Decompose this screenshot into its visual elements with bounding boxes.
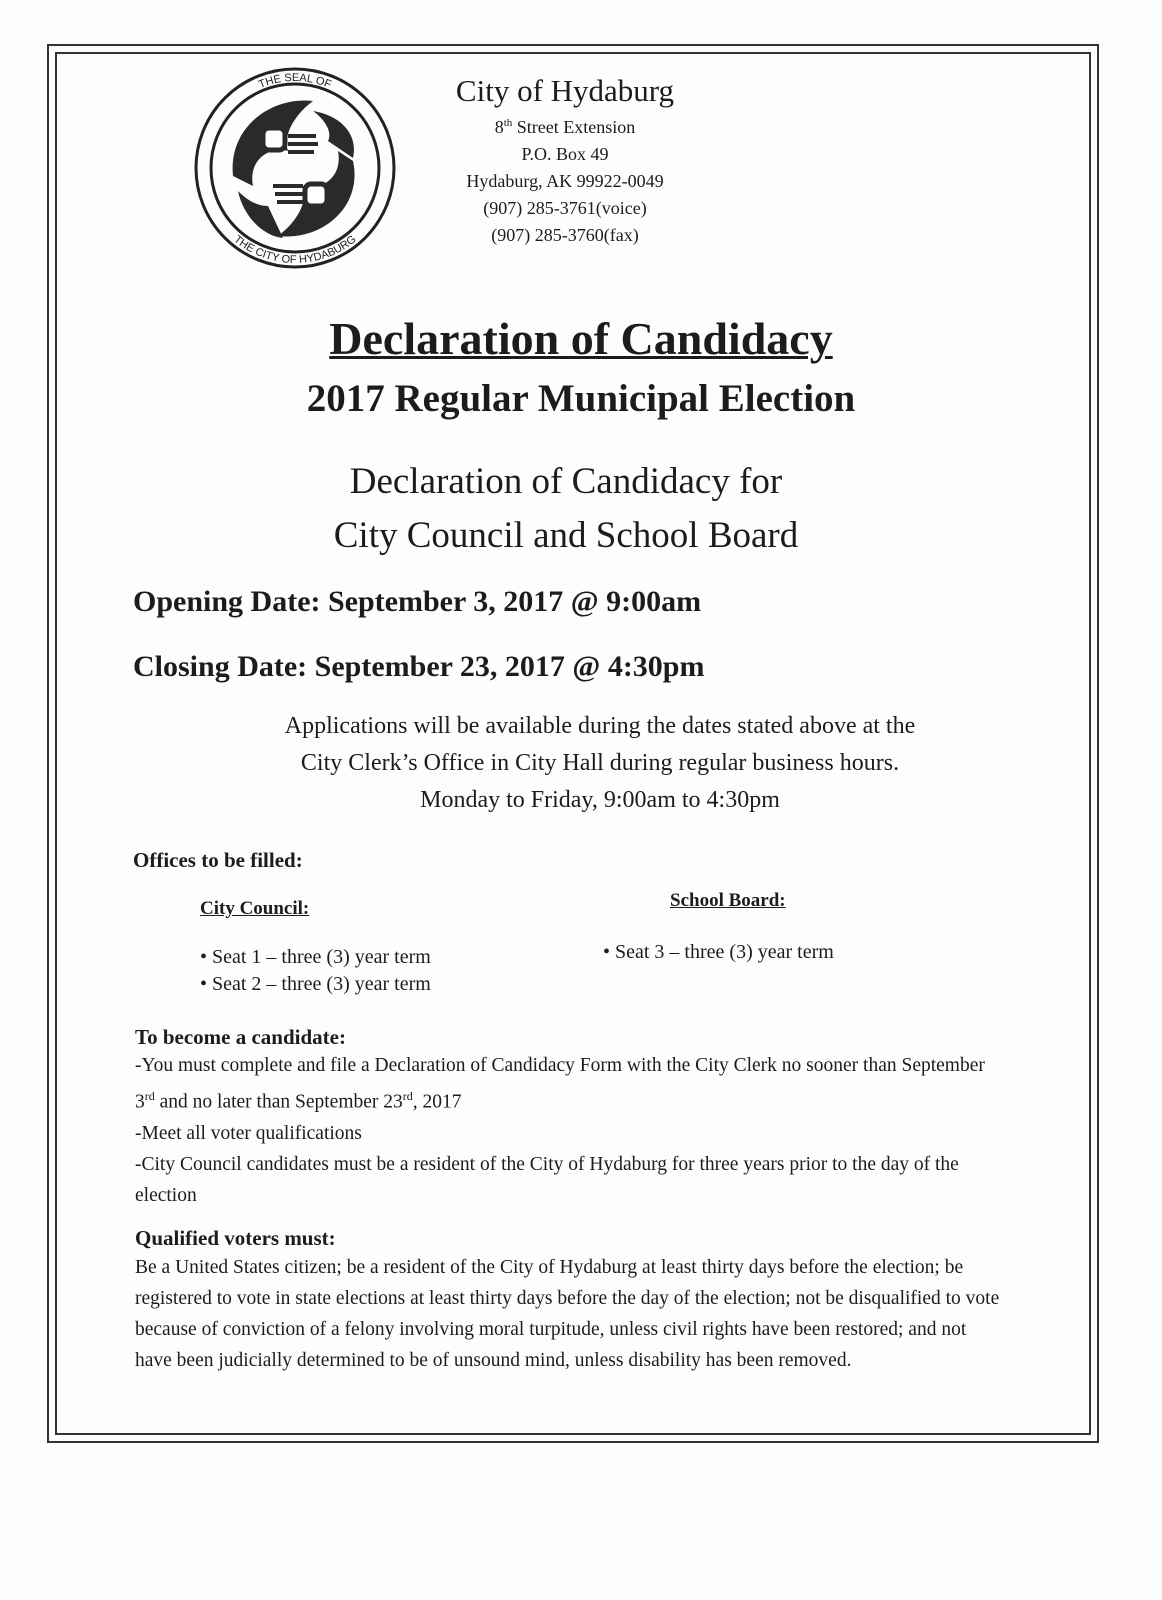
applications-line: Applications will be available during the dates stated above at the bbox=[284, 713, 916, 739]
candidate-requirements bbox=[135, 1050, 1005, 1211]
city-header bbox=[420, 72, 710, 249]
applications-line: City Clerk’s Office in City Hall during regular business hours. bbox=[300, 750, 900, 776]
po-box: P.O. Box 49 bbox=[521, 144, 609, 164]
voters-heading: Qualified voters must: bbox=[135, 1226, 336, 1250]
opening-date: Opening Date: September 3, 2017 @ 9:00am bbox=[133, 585, 702, 618]
declaration-line-1: Declaration of Candidacy for bbox=[349, 461, 783, 502]
req-text: -You must complete and file a Declaration of Candidacy Form with the City Clerk no sooner than September 3 bbox=[135, 1055, 985, 1113]
street-suffix: th bbox=[503, 117, 513, 129]
school-board-seats bbox=[603, 939, 834, 966]
seat-item: • Seat 2 – three (3) year term bbox=[200, 973, 431, 995]
street-name: Street Extension bbox=[512, 117, 636, 137]
street-number: 8 bbox=[494, 117, 504, 137]
document-title bbox=[0, 312, 1162, 365]
city-state-zip: Hydaburg, AK 99922-0049 bbox=[466, 171, 664, 191]
applications-info bbox=[200, 708, 1000, 819]
declaration-line-2: City Council and School Board bbox=[333, 515, 799, 556]
street-address bbox=[420, 110, 710, 141]
seal-artwork bbox=[233, 100, 355, 238]
seat-item: • Seat 3 – three (3) year term bbox=[603, 941, 834, 963]
seal-top-text: THE SEAL OF bbox=[257, 71, 333, 91]
req-text: , 2017 bbox=[412, 1091, 462, 1113]
voters-text: Be a United States citizen; be a resident of the City of Hydaburg at least thirty days before the election; be registered to vote in state elections at least thirty days before the day of the election; not be disqualified to vote because of conviction of a felony involving moral turpitude, unless civil rights have been restored; and not have been judicially determined to be of unsound mind, unless disability has been removed. bbox=[135, 1257, 1000, 1371]
seat-item: • Seat 1 – three (3) year term bbox=[200, 946, 431, 968]
candidate-req-1 bbox=[135, 1050, 1005, 1118]
city-seal-logo bbox=[193, 66, 397, 270]
applications-line: Monday to Friday, 9:00am to 4:30pm bbox=[420, 787, 780, 813]
svg-text:THE SEAL OF bbox=[257, 72, 333, 91]
seal-bottom-text: THE CITY OF HYDABURG bbox=[231, 233, 359, 267]
candidate-heading: To become a candidate: bbox=[135, 1025, 346, 1049]
closing-date: Closing Date: September 23, 2017 @ 4:30pm bbox=[133, 650, 705, 683]
phone-fax: (907) 285-3760(fax) bbox=[491, 225, 639, 245]
school-board-label: School Board: bbox=[670, 890, 786, 911]
document-title-text: Declaration of Candidacy bbox=[329, 313, 833, 364]
declaration-heading bbox=[0, 455, 1132, 563]
req-sup: rd bbox=[402, 1089, 413, 1103]
city-council-seats bbox=[200, 944, 431, 998]
candidate-req-3: -City Council candidates must be a resident of the City of Hydaburg for three years prior to the day of the election bbox=[135, 1153, 959, 1206]
candidate-req-2: -Meet all voter qualifications bbox=[135, 1122, 362, 1144]
req-text: and no later than September 23 bbox=[154, 1091, 403, 1113]
offices-heading: Offices to be filled: bbox=[133, 848, 303, 872]
phone-voice: (907) 285-3761(voice) bbox=[483, 198, 647, 218]
req-sup: rd bbox=[144, 1089, 155, 1103]
city-council-label: City Council: bbox=[200, 898, 310, 919]
city-name: City of Hydaburg bbox=[455, 73, 675, 108]
document-subtitle: 2017 Regular Municipal Election bbox=[306, 377, 856, 420]
